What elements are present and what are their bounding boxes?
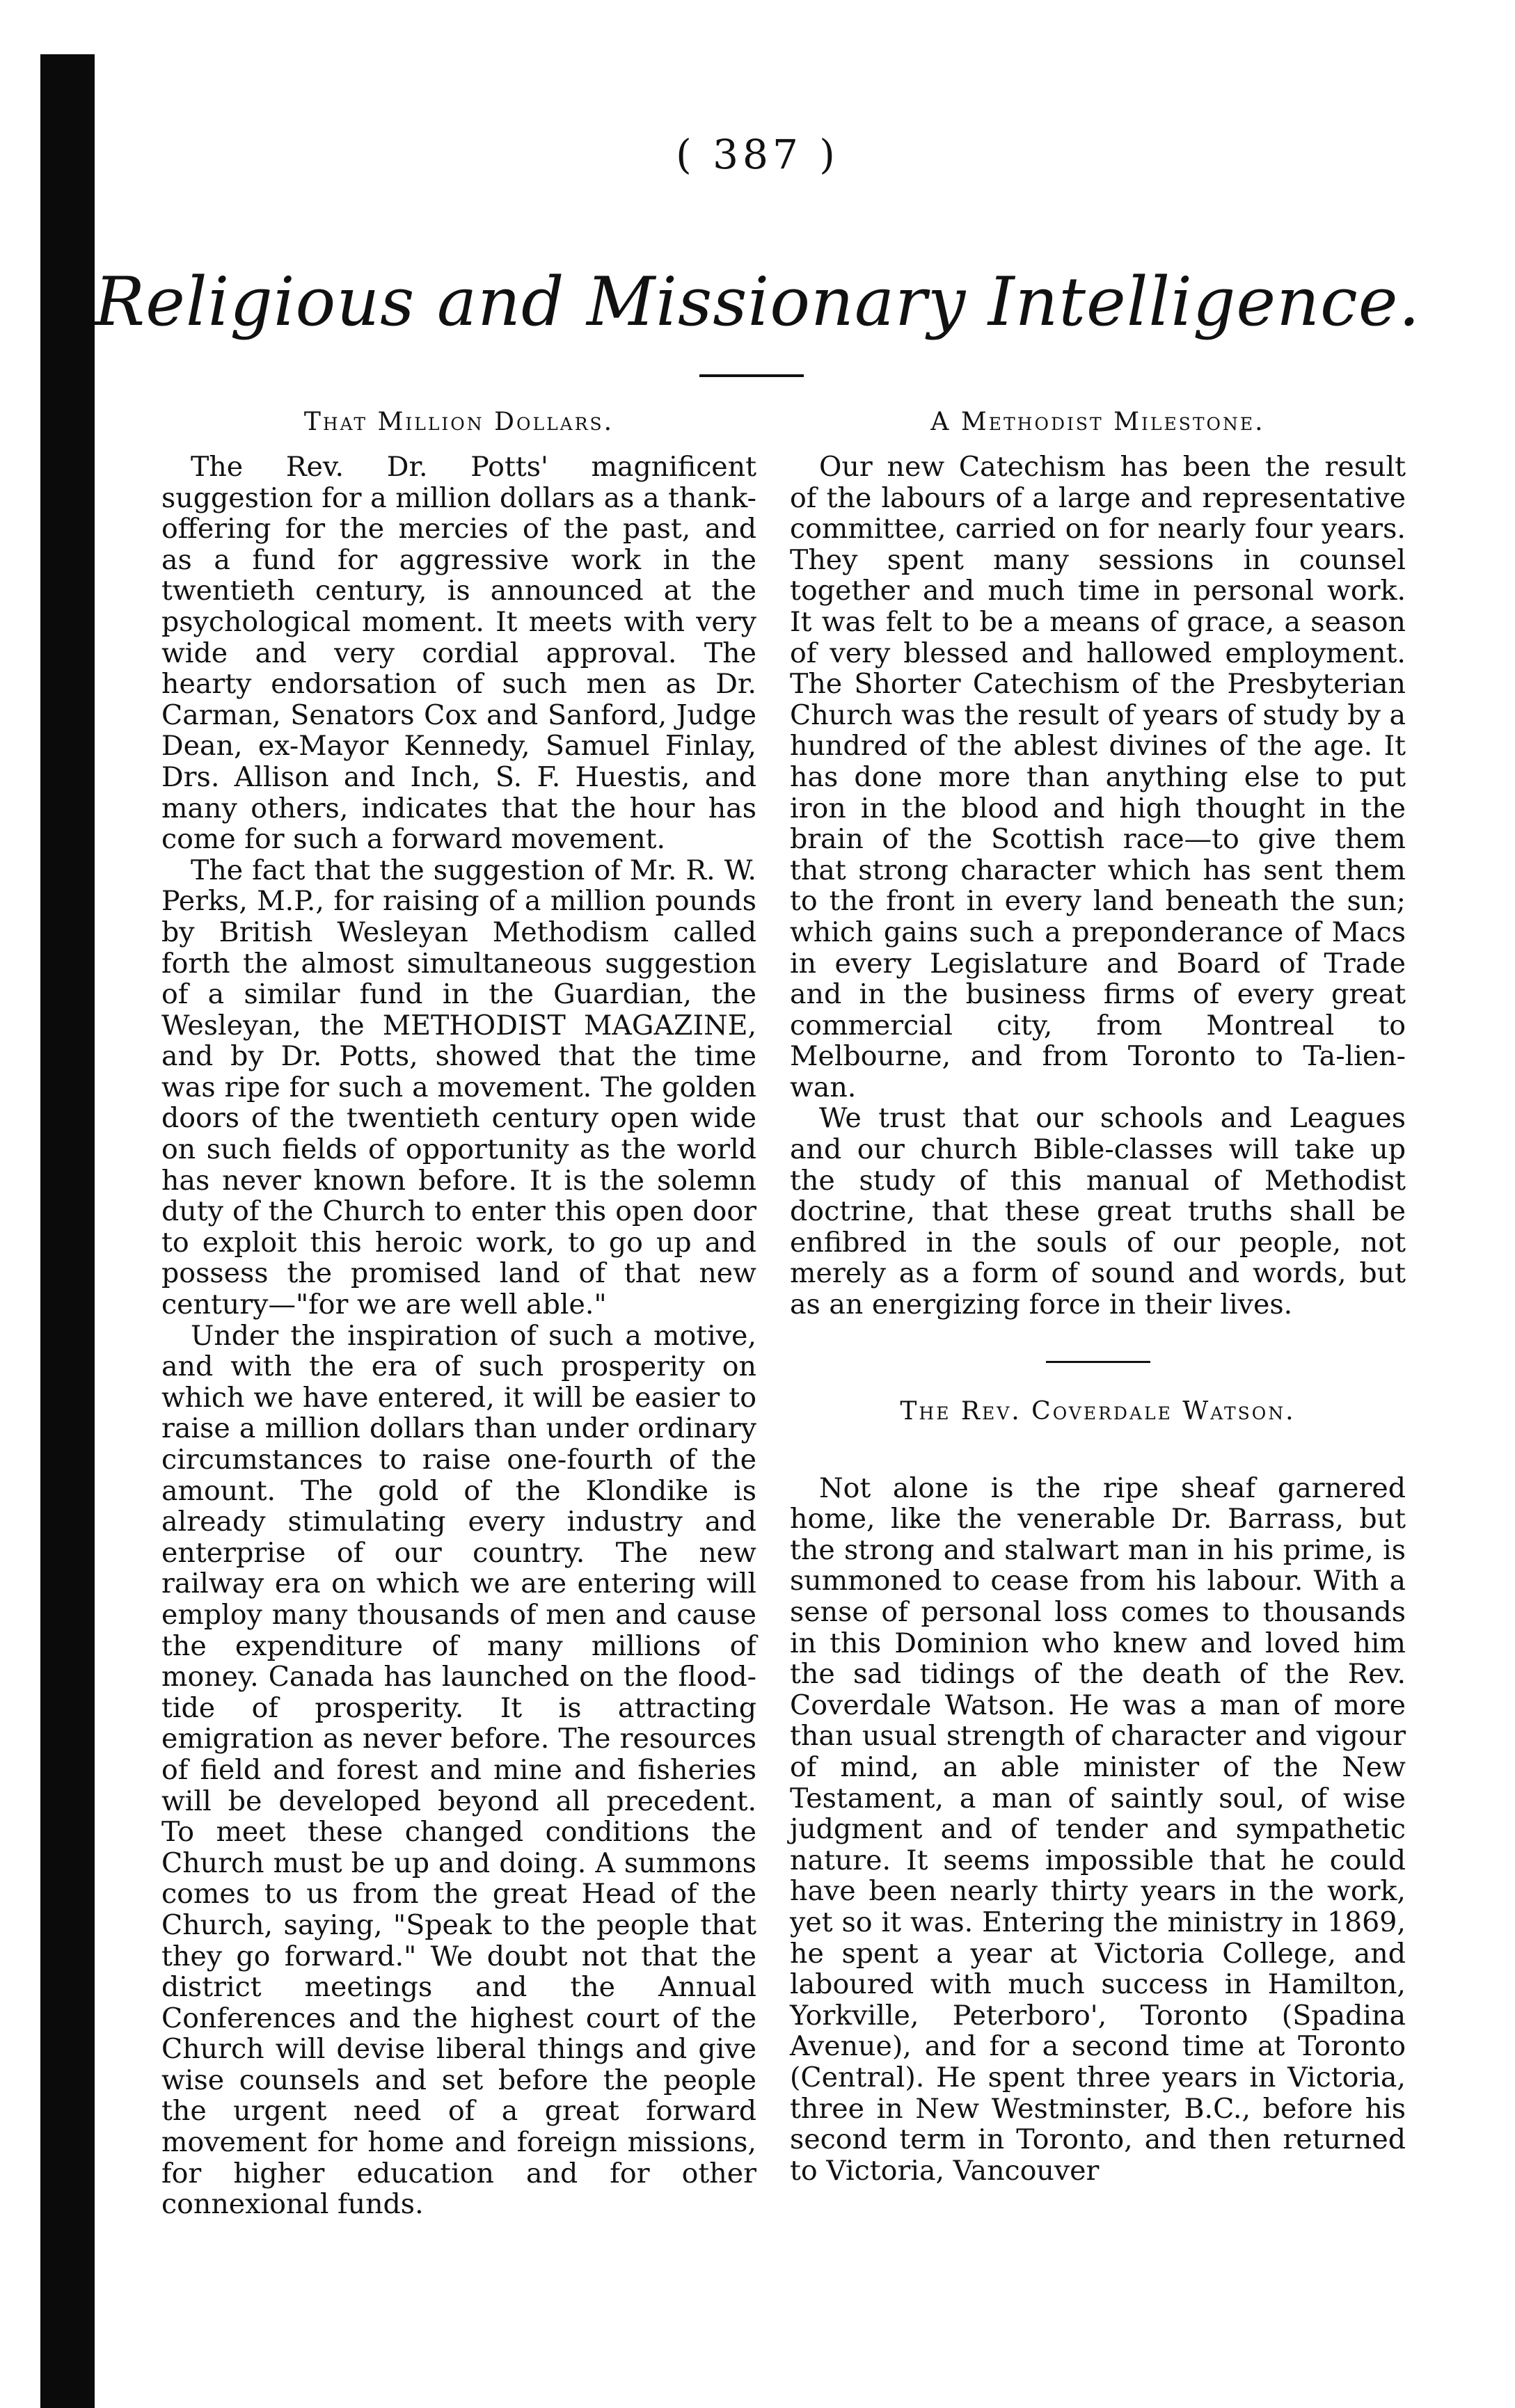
left-column [161,407,756,2220]
page-title: Religious and Missionary Intelligence. [94,263,1421,341]
article-heading: The Rev. Coverdale Watson. [900,1396,1296,1426]
right-column [790,407,1406,2186]
section-divider [1046,1361,1150,1363]
book-spine-shadow [40,54,95,2408]
title-divider [699,374,804,377]
article-paragraph: The Rev. Dr. Potts' magnificent suggestion for a million dollars as a thank-offering for the mercies of the past, and as a fund for aggressive work in the twentieth century, is announced at the psychological moment. It meets with very wide and very cordial approval. The hearty endorsation of such men as Dr. Carman, Senators Cox and Sanford, Judge Dean, ex-Mayor Kennedy, Samuel Finlay, Drs. Allison and Inch, S. F. Huestis, and many others, indicates that the hour has come for such a forward movement. [161,451,756,856]
page-number: ( 387 ) [676,131,839,178]
article-paragraph: Not alone is the ripe sheaf garnered home, like the venerable Dr. Barrass, but the strong and stalwart man in his prime, is summoned to cease from his labour. With a sense of personal loss comes to thousands in this Dominion who knew and loved him the sad tidings of the death of the Rev. Coverdale Watson. He was a man of more than usual strength of character and vigour of mind, an able minister of the New Testament, a man of saintly soul, of wise judgment and of tender and sympathetic nature. It seems impossible that he could have been nearly thirty years in the work, yet so it was. Entering the ministry in 1869, he spent a year at Victoria College, and laboured with much success in Hamilton, Yorkville, Peterboro', Toronto (Spadina Avenue), and for a second time at Toronto (Central). He spent three years in Victoria, three in New Westminster, B.C., before his second term in Toronto, and then returned to Victoria, Vancouver [790,1472,1406,2187]
article-paragraph: Under the inspiration of such a motive, and with the era of such prosperity on which we have entered, it will be easier to raise a million dollars than under ordinary circumstances to raise one-fourth of the amount. The gold of the Klondike is already stimulating every industry and enterprise of our country. The new railway era on which we are entering will employ many thousands of men and cause the expenditure of many millions of money. Canada has launched on the flood-tide of prosperity. It is attracting emigration as never before. The resources of field and forest and mine and fisheries will be developed beyond all precedent. To meet these changed conditions the Church must be up and doing. A summons comes to us from the great Head of the Church, saying, "Speak to the people that they go forward." We doubt not that the district meetings and the Annual Conferences and the highest court of the Church will devise liberal things and give wise counsels and set before the people the urgent need of a great forward movement for home and foreign missions, for higher education and for other connexional funds. [161,1319,756,2221]
article-paragraph: The fact that the suggestion of Mr. R. W. Perks, M.P., for raising of a million pounds by British Wesleyan Methodism called forth the almost simultaneous suggestion of a similar fund in the Guardian, the Wesleyan, the METHODIST MAGAZINE, and by Dr. Potts, showed that the time was ripe for such a movement. The golden doors of the twentieth century open wide on such fields of opportunity as the world has never known before. It is the solemn duty of the Church to enter this open door to exploit this heroic work, to go up and possess the promised land of that new century—"for we are well able." [161,854,756,1321]
article-heading: That Million Dollars. [303,408,614,436]
article-paragraph: Our new Catechism has been the result of the labours of a large and representative committee, carried on for nearly four years. They spent many sessions in counsel together and much time in personal work. It was felt to be a means of grace, a season of very blessed and hallowed employment. The Shorter Catechism of the Presbyterian Church was the result of years of study by a hundred of the ablest divines of the age. It has done more than anything else to put iron in the blood and high thought in the brain of the Scottish race—to give them that strong character which has sent them to the front in every land beneath the sun; which gains such a preponderance of Macs in every Legislature and Board of Trade and in the business firms of every great commercial city, from Montreal to Melbourne, and from Toronto to Ta-lien-wan. [790,451,1406,1103]
article-heading: A Methodist Milestone. [930,408,1265,436]
article-paragraph: We trust that our schools and Leagues and our church Bible-classes will take up the study of this manual of Methodist doctrine, that these great truths shall be enfibred in the souls of our people, not merely as a form of sound and words, but as an energizing force in their lives. [790,1102,1406,1321]
